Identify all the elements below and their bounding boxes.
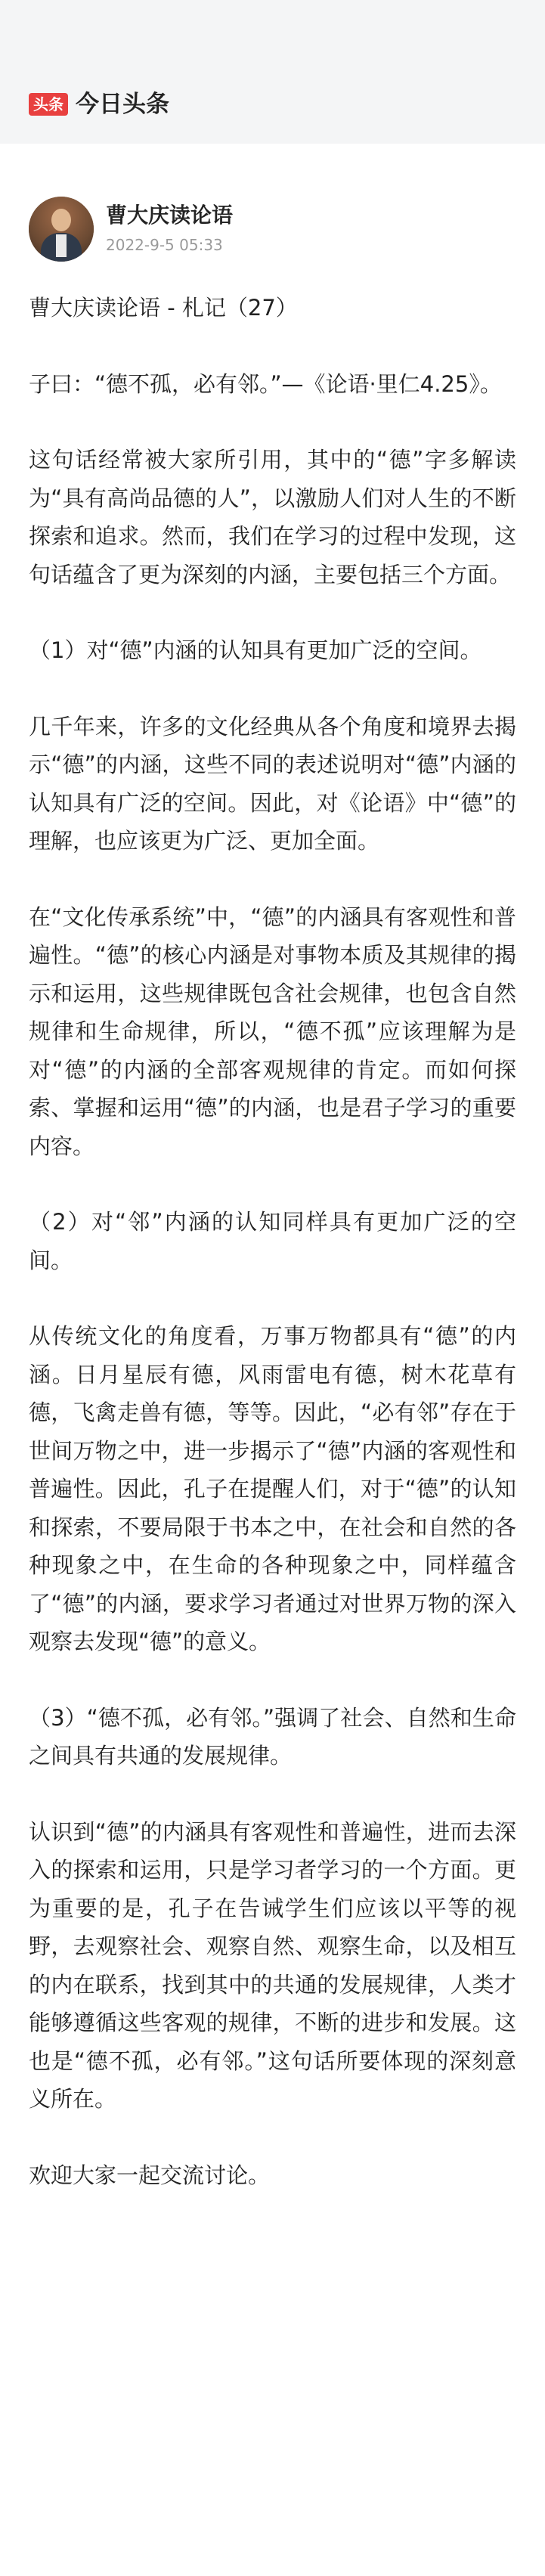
article-paragraph: 几千年来，许多的文化经典从各个角度和境界去揭示“德”的内涵，这些不同的表述说明对“德”内涵的认知具有广泛的空间。因此，对《论语》中“德”的理解，也应该更为广泛、更加全面。	[29, 713, 516, 854]
article-paragraph: （3）“德不孤，必有邻。”强调了社会、自然和生命之间具有共通的发展规律。	[29, 1704, 516, 1768]
article-content	[29, 289, 516, 2232]
app-brand[interactable]	[29, 89, 169, 119]
article-paragraph: （2）对“邻”内涵的认知同样具有更加广泛的空间。	[29, 1209, 516, 1273]
app-name: 今日头条	[76, 91, 169, 118]
article-paragraph: 子曰：“德不孤，必有邻。”—《论语·里仁4.25》。	[29, 370, 502, 397]
article-paragraph: 这句话经常被大家所引用，其中的“德”字多解读为“具有高尚品德的人”，以激励人们对人生的不断探索和追求。然而，我们在学习的过程中发现，这句话蕴含了更为深刻的内涵，主要包括三个方面。	[29, 447, 516, 587]
avatar[interactable]	[29, 197, 94, 262]
toutiao-logo-icon: 头条	[29, 93, 68, 116]
author-name[interactable]: 曹大庆读论语	[106, 203, 234, 228]
article-paragraph: （1）对“德”内涵的认知具有更加广泛的空间。	[29, 637, 482, 663]
article-paragraph: 曹大庆读论语 - 札记（27）	[29, 295, 298, 321]
author-meta	[106, 202, 233, 256]
app-header	[0, 0, 545, 144]
author-info[interactable]	[29, 197, 233, 262]
publish-time: 2022-9-5 05:33	[106, 236, 223, 254]
article-paragraph: 从传统文化的角度看，万事万物都具有“德”的内涵。日月星辰有德，风雨雷电有德，树木花草有德，飞禽走兽有德，等等。因此，“必有邻”存在于世间万物之中，进一步揭示了“德”内涵的客观性和普遍性。因此，孔子在提醒人们，对于“德”的认知和探索，不要局限于书本之中，在社会和自然的各种现象之中，在生命的各种现象之中，同样蕴含了“德”的内涵，要求学习者通过对世界万物的深入观察去发现“德”的意义。	[29, 1323, 516, 1654]
article-paragraph: 在“文化传承系统”中，“德”的内涵具有客观性和普遍性。“德”的核心内涵是对事物本质及其规律的揭示和运用，这些规律既包含社会规律，也包含自然规律和生命规律，所以，“德不孤”应该理解为是对“德”的内涵的全部客观规律的肯定。而如何探索、掌握和运用“德”的内涵，也是君子学习的重要内容。	[29, 904, 516, 1159]
article-paragraph: 欢迎大家一起交流讨论。	[29, 2162, 271, 2188]
article-card	[0, 144, 545, 2576]
article-paragraph: 认识到“德”的内涵具有客观性和普遍性，进而去深入的探索和运用，只是学习者学习的一个方面。更为重要的是，孔子在告诫学生们应该以平等的视野，去观察社会、观察自然、观察生命，以及相互的内在联系，找到其中的共通的发展规律，人类才能够遵循这些客观的规律，不断的进步和发展。这也是“德不孤，必有邻。”这句话所要体现的深刻意义所在。	[29, 1818, 516, 2112]
